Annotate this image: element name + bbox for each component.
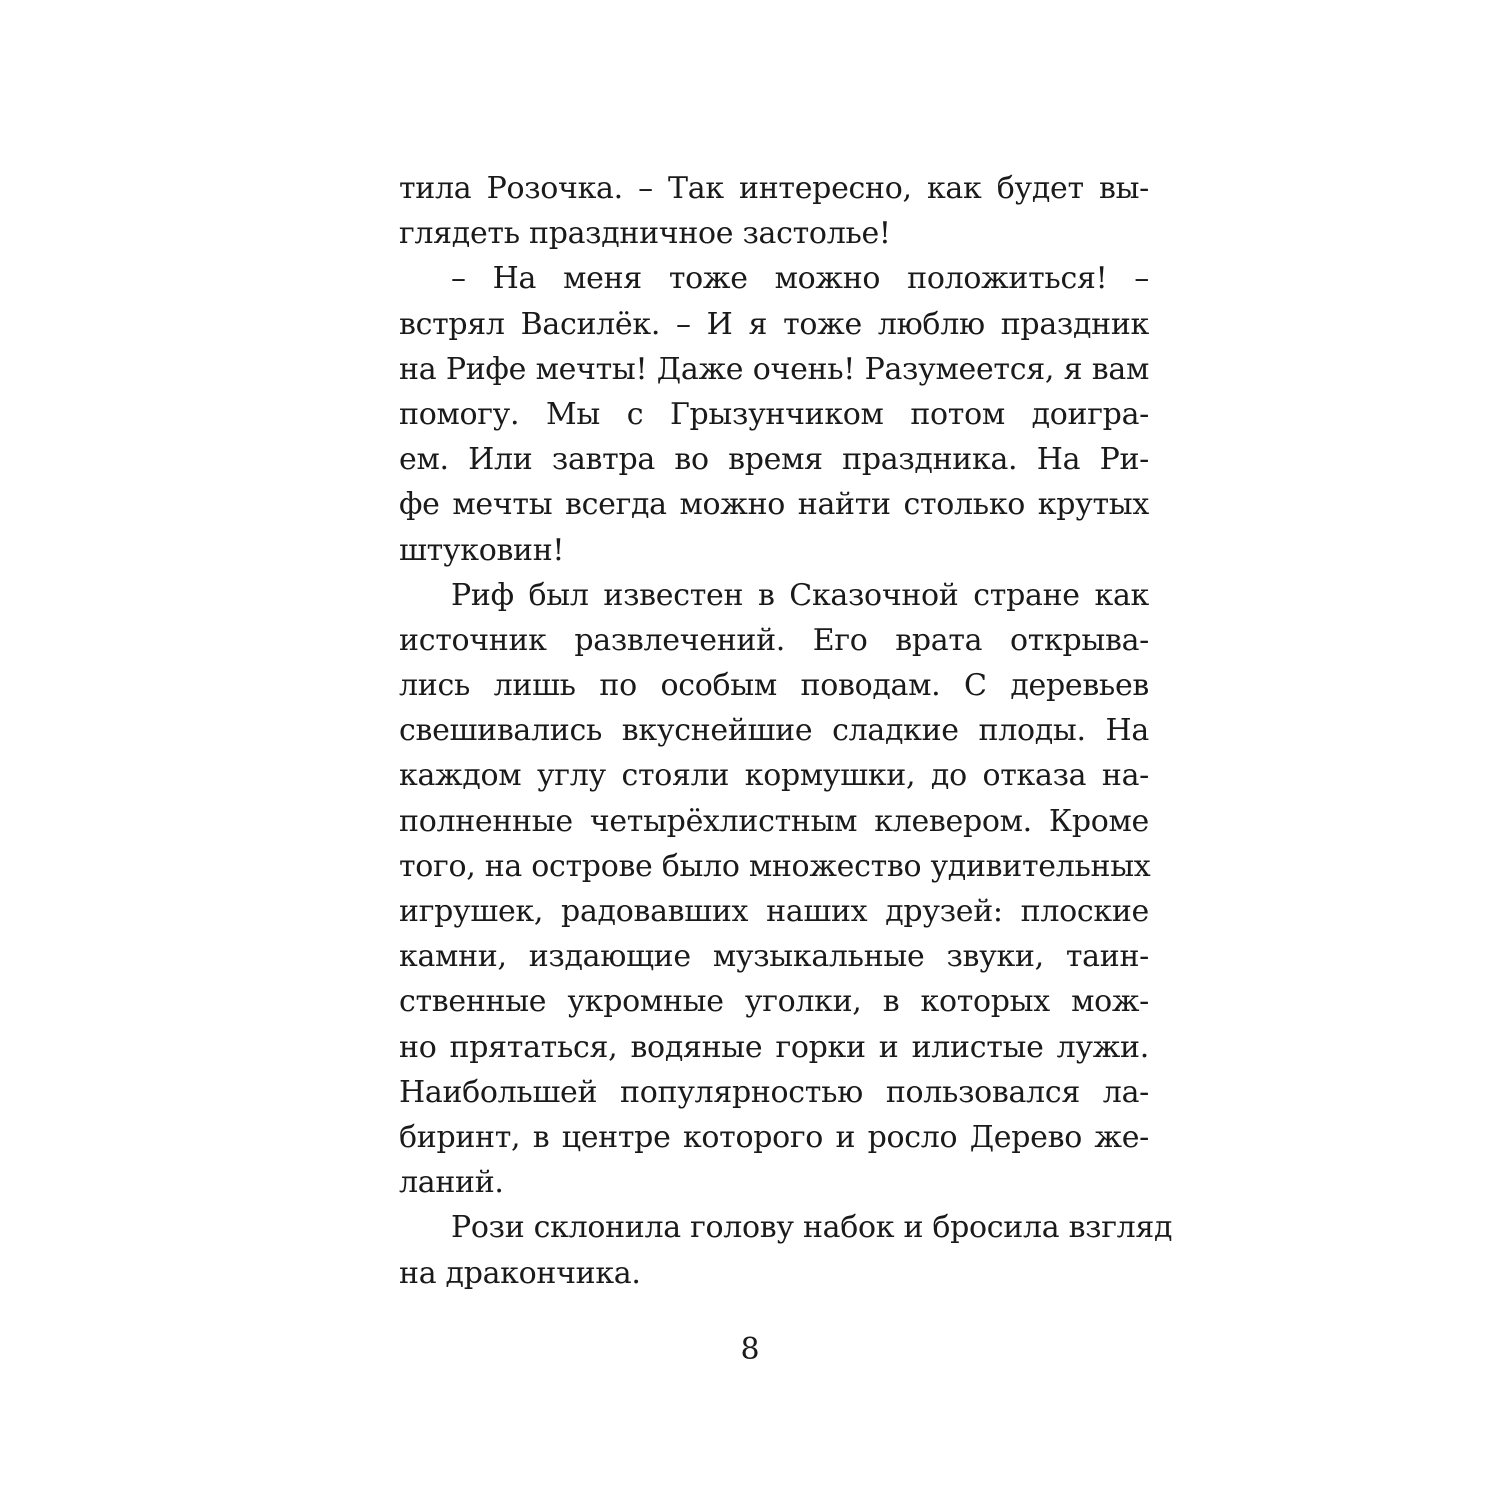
text-line: помогу. Мы с Грызунчиком потом доигра- — [399, 396, 1149, 432]
text-line: игрушек, радовавших наших друзей: плоские — [399, 894, 1149, 929]
text-line: фе мечты всегда можно найти столько крутых — [399, 487, 1149, 523]
text-line: камни, издающие музыкальные звуки, таин- — [399, 939, 1149, 975]
text-line: ем. Или завтра во время праздника. На Ри- — [399, 442, 1149, 478]
text-line: того, на острове было множество удивительных — [399, 848, 1151, 884]
text-line: биринт, в центре которого и росло Дерево же- — [399, 1119, 1149, 1155]
text-line: на дракончика. — [399, 1255, 641, 1291]
text-line: лись лишь по особым поводам. С деревьев — [399, 668, 1149, 704]
body-text — [399, 166, 1173, 1296]
text-line: Наибольшей популярностью пользовался ла- — [399, 1074, 1149, 1110]
text-line: ственные укромные уголки, в которых мож- — [399, 984, 1149, 1020]
text-line: полненные четырёхлистным клевером. Кроме — [399, 803, 1149, 839]
text-line: Риф был известен в Сказочной стране как — [451, 577, 1149, 613]
text-line: глядеть праздничное застолье! — [399, 216, 891, 252]
text-line: каждом углу стояли кормушки, до отказа на- — [399, 758, 1149, 794]
text-line: штуковин! — [399, 532, 565, 568]
text-line: но прятаться, водяные горки и илистые лужи. — [399, 1029, 1149, 1065]
text-line: на Рифе мечты! Даже очень! Разумеется, я вам — [399, 351, 1149, 387]
text-line: встрял Василёк. – И я тоже люблю праздник — [399, 306, 1149, 342]
text-line: – На меня тоже можно положиться! – — [451, 261, 1149, 297]
text-line: Рози склонила голову набок и бросила взгляд — [451, 1210, 1173, 1246]
text-line: тила Розочка. – Так интересно, как будет вы- — [399, 171, 1149, 206]
text-line: ланий. — [399, 1165, 504, 1201]
page-number: 8 — [740, 1332, 760, 1367]
text-line: свешивались вкуснейшие сладкие плоды. На — [399, 713, 1149, 749]
text-line: источник развлечений. Его врата открыва- — [399, 622, 1149, 658]
